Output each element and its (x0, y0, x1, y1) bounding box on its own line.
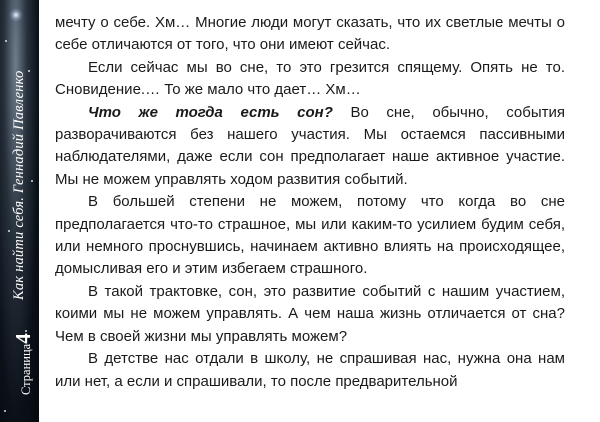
star-dot (5, 40, 7, 42)
paragraph: В такой трактовке, сон, это развитие событий с нашим участием, коими мы не можем управлять. А чем наша жизнь отличается от сна? Чем в своей жизни мы управлять можем? (55, 282, 565, 345)
bold-question: Что же тогда есть сон? (88, 103, 333, 121)
page-body-text (55, 12, 565, 393)
page-number: 4 (11, 333, 35, 344)
paragraph: Если сейчас мы во сне, то это грезится спящему. Опять не то. Сновидение.… То же мало что дает… Хм… (55, 58, 565, 99)
page-indicator (11, 333, 36, 395)
paragraph: Что же тогда есть сон? Во сне, обычно, события разворачиваются без нашего участия. Мы остаемся пассивными наблюдателями, даже если сон предполагает наше активное участие. Мы не можем управлять ходом развития событий. (55, 103, 565, 188)
paragraph: мечту о себе. Хм… Многие люди могут сказать, что их светлые мечты о себе отличаются от того, что они имеют сейчас. (55, 14, 565, 54)
sidebar-banner (0, 0, 39, 422)
nebula-glow (9, 8, 23, 22)
paragraph: В большей степени не можем, потому что когда во сне предполагается что-то страшное, мы или каким-то усилием будим себя, или немного проснувшись, начинаем активно влиять на происходящее, домысливая его и этим избегаем страшного. (55, 193, 565, 278)
book-title-vertical: Как найти себя. Геннадий Павленко (11, 70, 27, 300)
star-dot (4, 410, 6, 412)
star-dot (25, 330, 27, 332)
star-dot (31, 180, 33, 182)
paragraph: В детстве нас отдали в школу, не спрашивая нас, нужна она нам или нет, а если и спрашивали, то после предварительной (55, 350, 565, 390)
star-dot (28, 70, 30, 72)
star-dot (8, 230, 10, 232)
page-label: Страница (19, 343, 33, 395)
